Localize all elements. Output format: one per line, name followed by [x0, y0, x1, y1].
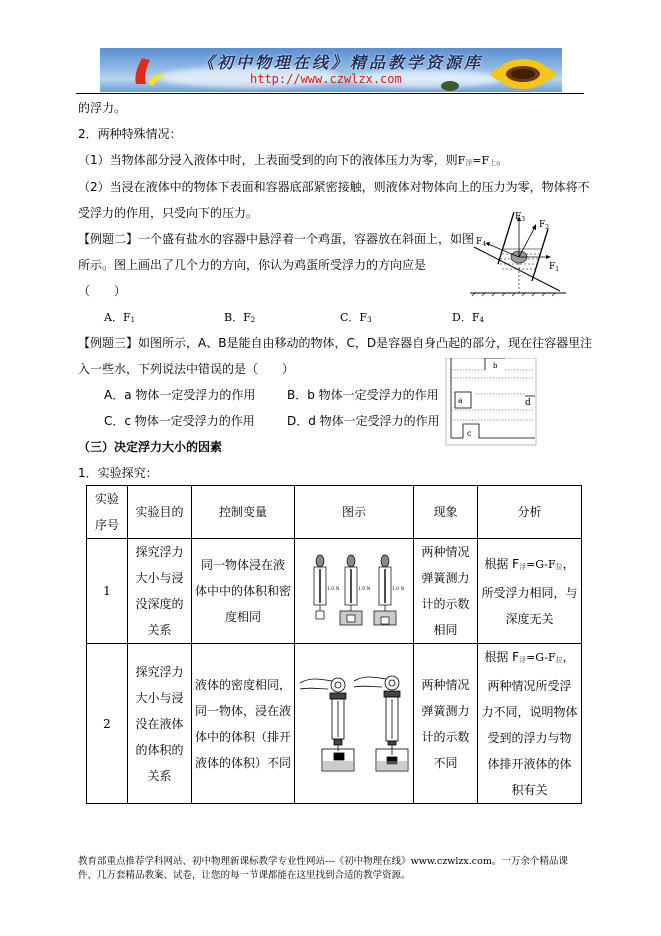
cell-purpose: 探究浮力 大小与浸 没在液体 的体积的 关系 — [128, 644, 192, 804]
case1-text: （1）当物体部分浸入液体中时，上表面受到的向下的液体压力为零，则 — [78, 153, 458, 167]
container-diagram — [445, 358, 537, 446]
example2-question-line: 所示。图上画出了几个力的方向，你认为鸡蛋所受浮力的方向应是 — [78, 258, 427, 272]
example2-option-d[interactable]: D．F4 — [452, 311, 484, 324]
header-cell-phenomenon: 现象 — [414, 486, 478, 539]
banner-url: http://www.czwlzx.com — [250, 72, 402, 86]
label-f3: $F_3$ — [515, 212, 526, 223]
text-line: 2．两种特殊情况： — [78, 127, 182, 141]
label-f1: $F_1$ — [549, 262, 560, 273]
example3-option-b[interactable]: B．b 物体一定受浮力的作用 — [287, 388, 439, 402]
banner-title: 《初中物理在线》精品教学资源库 — [198, 53, 484, 72]
header-cell-figure: 图示 — [295, 486, 414, 539]
experiment-table — [86, 485, 582, 804]
sunflower-icon — [488, 52, 558, 92]
example3-question-line: 入一些水，下列说法中错误的是（ ） — [78, 362, 295, 376]
section-heading: （三）决定浮力大小的因素 — [78, 440, 223, 454]
scale-reading: 1.0 N — [327, 586, 340, 592]
spring-scale-volume-figure — [298, 667, 410, 772]
cell-figure — [295, 539, 414, 644]
header-banner — [100, 48, 562, 92]
page-footer — [78, 855, 588, 883]
cell-analysis: 根据 F浮=G-F拉， 两种情况所受浮 力不同，说明物体 受到的浮力与物 体排开液体的体 积有关 — [478, 644, 582, 804]
example2-option-a[interactable]: A．F1 — [104, 311, 136, 324]
label-f2: $F_2$ — [539, 220, 550, 231]
cell-control: 液体的密度相同， 同一物体，浸在液 体中的体积（排开 液体的体积）不同 — [192, 644, 295, 804]
footer-line: 教育部重点推荐学科网站、初中物理新课标教学专业性网站---《初中物理在线》www.czwlzx.com。一万余个精品课 — [78, 856, 568, 867]
text-line: 的浮力。 — [78, 101, 127, 115]
header-cell-analysis: 分析 — [478, 486, 582, 539]
example3-option-d[interactable]: D．d 物体一定受浮力的作用 — [287, 414, 440, 428]
example3-question-line: 【例题三】如图所示，A、B是能自由移动的物体，C，D是容器自身凸起的部分，现在往容器里注 — [78, 336, 593, 350]
header-seq-label: 实验序号 — [94, 492, 119, 532]
label-c: c — [467, 429, 472, 438]
cell-seq: 1 — [87, 539, 128, 644]
text-line-case1 — [78, 153, 508, 170]
label-d: d — [525, 398, 531, 408]
example3-option-c[interactable]: C．c 物体一定受浮力的作用 — [104, 414, 255, 428]
header-cell-control: 控制变量 — [192, 486, 295, 539]
incline-force-diagram — [462, 207, 580, 299]
example3-option-a[interactable]: A．a 物体一定受浮力的作用 — [104, 388, 256, 402]
cell-figure — [295, 644, 414, 804]
example2-option-b[interactable]: B．F2 — [224, 311, 256, 324]
header-cell-seq — [87, 486, 128, 539]
case1-end: 。 — [496, 153, 509, 167]
scale-reading: 1.0 N — [358, 586, 371, 592]
formula-sub: 上 — [489, 159, 497, 167]
formula-eq: =F — [472, 154, 490, 167]
table-row — [87, 539, 582, 644]
cell-analysis: 根据 F浮=G-F拉， 所受浮力相同，与 深度无关 — [478, 539, 582, 644]
table-header-row — [87, 486, 582, 539]
cell-purpose: 探究浮力 大小与浸 没深度的 关系 — [128, 539, 192, 644]
formula-sub: 浮 — [465, 159, 473, 167]
cell-phenomenon: 两种情况 弹簧测力 计的示数 相同 — [414, 539, 478, 644]
example2-answer-blank: （ ） — [78, 284, 127, 298]
cell-seq: 2 — [87, 644, 128, 804]
label-a: a — [458, 396, 463, 405]
cell-control: 同一物体浸在液 体中中的体积和密 度相同 — [192, 539, 295, 644]
spring-scale-depth-figure — [299, 547, 409, 627]
leaf-icon — [440, 78, 460, 92]
formula-f: F — [457, 154, 466, 167]
text-line: （2）当浸在液体中的物体下表面和容器底部紧密接触，则液体对物体向上的压力为零，物体将不 — [78, 180, 590, 194]
header-divider — [76, 93, 584, 94]
example2-option-c[interactable]: C．F3 — [340, 311, 372, 324]
table-row — [87, 644, 582, 804]
cell-phenomenon: 两种情况 弹簧测力 计的示数 不同 — [414, 644, 478, 804]
subsection-label: 1．实验探究： — [78, 466, 158, 480]
scale-reading: 1.0 N — [392, 586, 405, 592]
text-line: 受浮力的作用，只受向下的压力。 — [78, 206, 259, 220]
header-cell-purpose: 实验目的 — [128, 486, 192, 539]
footer-line: 件、几万套精品教案、试卷，让您的每一节课都能在这里找到合适的教学资源。 — [78, 870, 411, 881]
logo-icon — [130, 54, 170, 88]
example2-question-line: 【例题二】一个盛有盐水的容器中悬浮着一个鸡蛋，容器放在斜面上，如图 — [78, 232, 475, 246]
label-f4: $F_4$ — [476, 237, 487, 248]
label-b: b — [493, 362, 498, 370]
